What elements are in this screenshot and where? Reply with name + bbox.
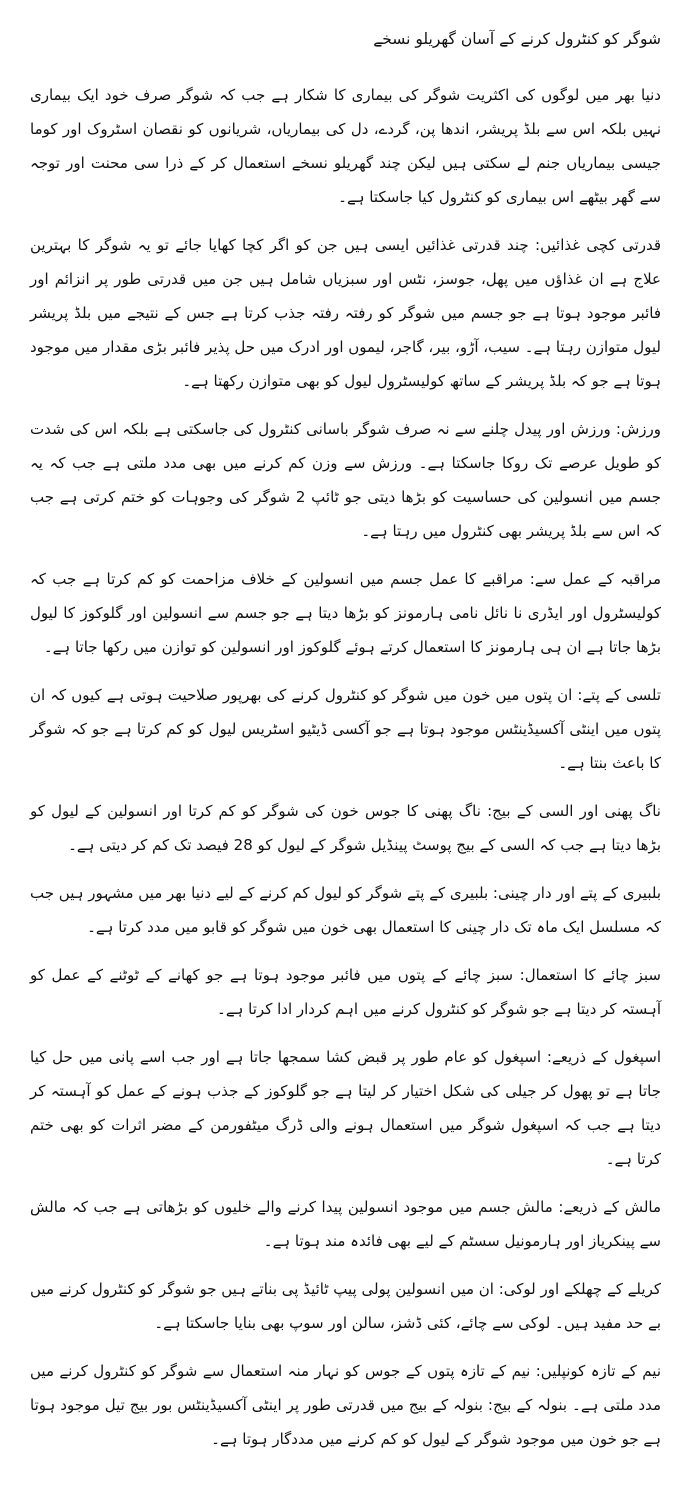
paragraph-massage: مالش کے ذریعے: مالش جسم میں موجود انسولین پیدا کرنے والے خلیوں کو بڑھاتی ہے جب کہ مالش سے پینکریاز اور ہارمونیل سسٹم کے لیے بھی فائدہ مند ہوتا ہے۔ bbox=[30, 1198, 661, 1250]
paragraph-blueberry-cinnamon: بلبیری کے پتے اور دار چینی: بلبیری کے پتے شوگر کو لیول کم کرنے کے لیے دنیا بھر میں مشہور ہیں جب کہ مسلسل ایک ماہ تک دار چینی کا استعمال بھی خون میں شوگر کو قابو میں مدد کرتا ہے۔ bbox=[30, 884, 662, 936]
paragraph-psyllium: اسپغول کے ذریعے: اسپغول کو عام طور پر قبض کشا سمجھا جاتا ہے اور جب اسے پانی میں حل کیا جاتا ہے تو پھول کر جیلی کی شکل اختیار کر لیتا ہے جو گلوکوز کے جذب ہونے کے عمل کو آہستہ کر دیتا ہے جب کہ اسپغول شوگر میں استعمال ہونے والی ڈرگ میٹفورمن کے مضر اثرات کو بھی ختم کرتا ہے۔ bbox=[30, 1048, 661, 1168]
paragraph-green-tea: سبز چائے کا استعمال: سبز چائے کے پتوں میں فائبر موجود ہوتا ہے جو کھانے کے ٹوٹنے کے عمل کو آہستہ کر دیتا ہے جو شوگر کو کنٹرول کرنے میں اہم کردار ادا کرتا ہے۔ bbox=[30, 966, 661, 1018]
paragraph-exercise: ورزش: ورزش اور پیدل چلنے سے نہ صرف شوگر باسانی کنٹرول کی جاسکتی ہے بلکہ اس کی شدت کو طویل عرصے تک روکا جاسکتا ہے۔ ورزش سے وزن کم کرنے میں بھی مدد ملتی ہے جب کہ یہ جسم میں انسولین کی حساسیت کو بڑھا دیتی جو ٹائپ 2 شوگر کی وجوہات کو ختم کرتی ہے جب کہ اس سے بلڈ پریشر بھی کنٹرول میں رہتا ہے۔ bbox=[30, 420, 662, 540]
paragraph-intro: دنیا بھر میں لوگوں کی اکثریت شوگر کی بیماری کا شکار ہے جب کہ شوگر صرف خود ایک بیماری نہیں بلکہ اس سے بلڈ پریشر، اندھا پن، گردے، دل کی بیماریاں، شریانوں کو نقصان اسٹروک اور کوما جیسی بیماریاں جنم لے سکتی ہیں لیکن چند گھریلو نسخے استعمال کر کے ذرا سی محنت اور توجہ سے گھر بیٹھے اس بیماری کو کنٹرول کیا جاسکتا ہے۔ bbox=[30, 86, 661, 206]
paragraph-cactus-flaxseed: ناگ پھنی اور السی کے بیج: ناگ پھنی کا جوس خون کی شوگر کو کم کرتا اور انسولین کے لیول کو بڑھا دیتا ہے جب کہ السی کے بیج پوسٹ پینڈیل شوگر کے لیول کو 28 فیصد تک کم کر دیتی ہے۔ bbox=[30, 802, 661, 854]
paragraph-basil-leaves: تلسی کے پتے: ان پتوں میں خون میں شوگر کو کنٹرول کرنے کی بھرپور صلاحیت ہوتی ہے کیوں کہ ان پتوں میں اینٹی آکسیڈینٹس موجود ہوتا ہے جو آکسی ڈیٹیو اسٹریس لیول کو کم کرتا ہے جو کہ شوگر کا باعث بنتا ہے۔ bbox=[30, 686, 661, 772]
paragraph-meditation: مراقبہ کے عمل سے: مراقبے کا عمل جسم میں انسولین کے خلاف مزاحمت کو کم کرتا ہے جب کہ کولیسٹرول اور ایڈری نا نائل نامی ہارمونز کو بڑھا دیتا ہے جو جسم سے انسولین اور گلوکوز کا لیول بڑھا جاتا ہے ان ہی ہارمونز کا استعمال کرتے ہوئے گلوکوز اور انسولین کو توازن میں رکھا جاتا ہے۔ bbox=[30, 570, 661, 656]
paragraph-neem-cottonseed: نیم کے تازہ کونپلیں: نیم کے تازہ پتوں کے جوس کو نہار منہ استعمال سے شوگر کو کنٹرول کرنے میں مدد ملتی ہے۔ بنولہ کے بیج: بنولہ کے بیج میں قدرتی طور پر اینٹی آکسیڈینٹس بور بیج تیل موجود ہوتا ہے جو خون میں موجود شوگر کے لیول کو کم کرنے میں مددگار ہوتا ہے۔ bbox=[30, 1362, 661, 1448]
article-title: شوگر کو کنٹرول کرنے کے آسان گھریلو نسخے bbox=[373, 30, 661, 48]
paragraph-bitter-gourd: کریلے کے چھلکے اور لوکی: ان میں انسولین پولی پیپ ٹائیڈ پی بناتے ہیں جو شوگر کو کنٹرول کرنے میں بے حد مفید ہیں۔ لوکی سے چائے، کئی ڈشز، سالن اور سوپ بھی بنایا جاسکتا ہے۔ bbox=[30, 1280, 661, 1332]
paragraph-raw-foods: قدرتی کچی غذائیں: چند قدرتی غذائیں ایسی ہیں جن کو اگر کچا کھایا جائے تو یہ شوگر کا بہترین علاج ہے ان غذاؤں میں پھل، جوسز، نٹس اور سبزیاں شامل ہیں جن میں قدرتی طور پر انزائم اور فائبر موجود ہوتا ہے جو جسم میں شوگر کو رفتہ رفتہ جذب کرتا ہے جس کے نتیجے میں بلڈ پریشر لیول متوازن رہتا ہے۔ سیب، آڑو، بیر، گاجر، لیموں اور ادرک میں حل پذیر فائبر بڑی مقدار میں موجود ہوتا ہے جو کہ بلڈ پریشر کے ساتھ کولیسٹرول لیول کو بھی متوازن رکھتا ہے۔ bbox=[30, 236, 661, 390]
